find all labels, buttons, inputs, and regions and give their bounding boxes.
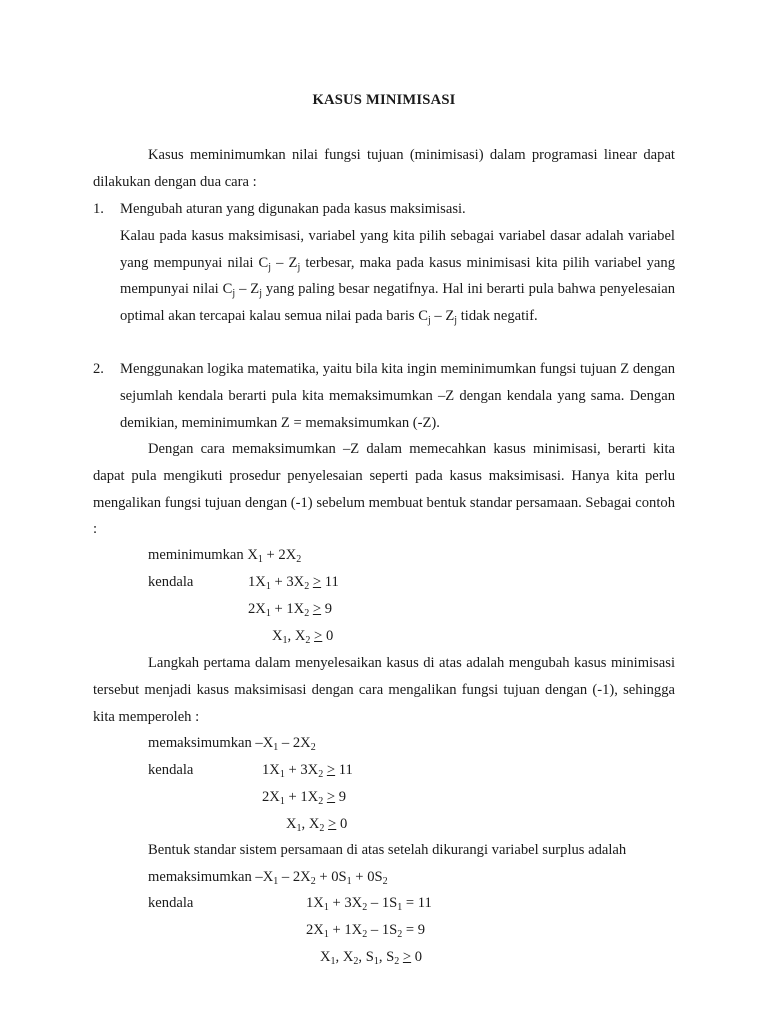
list-heading: Mengubah aturan yang digunakan pada kasus maksimisasi. [120,201,466,217]
model1-constraint-3: $X_1$, $X_2 > 0$ [272,628,334,646]
paragraph-2: Dengan cara memaksimumkan –Z dalam memecahkan kasus minimisasi, berarti kita dapat pula mengikuti prosedur penyelesaian seperti pada kasus maksimisasi. Hanya kita perlu mengalikan fungsi tujuan dengan (-1) sebelum membuat bentuk standar persamaan. Sebagai contoh : [93,441,675,538]
model1-constraint-1: $1X_1 + 3X_2 > 11$ [248,574,339,592]
model3-constraint-3: $X_1$, $X_2$, $S_1$, $S_2 > 0$ [320,949,423,967]
model3-constraint-2: $2X_1 + 1X_2 - 1S_2 = 9$ [306,922,426,940]
model2-constraint-1: $1X_1 + 3X_2 > 11$ [262,762,353,780]
model1-constraint-2: $2X_1 + 1X_2 > 9$ [248,601,333,619]
model2-constraint-2: $2X_1 + 1X_2 > 9$ [262,789,347,807]
model3-constraint-label: kendala [148,895,194,911]
paragraph-3: Langkah pertama dalam menyelesaikan kasus di atas adalah mengubah kasus minimisasi tersebut menjadi kasus maksimisasi dengan cara mengalikan fungsi tujuan dengan (-1), sehingga kita memperoleh : [93,655,675,725]
list-number: 1. [93,201,104,217]
list-number: 2. [93,361,104,377]
model2-constraint-3: $X_1$, $X_2 > 0$ [286,816,348,834]
list-text: Menggunakan logika matematika, yaitu bila kita ingin meminimumkan fungsi tujuan Z dengan sejumlah kendala berarti pula kita memaksimumkan –Z dengan kendala yang sama. Dengan demikian, meminimumkan Z = memaksimumkan (-Z). [120,361,675,431]
model3-constraint-1: $1X_1 + 3X_2 - 1S_1 = 11$ [306,895,432,913]
page-title: KASUS MINIMISASI [312,92,456,108]
paragraph-4: Bentuk standar sistem persamaan di atas setelah dikurangi variabel surplus adalah [148,842,627,858]
list-item-1 [93,196,675,330]
list-text: Kalau pada kasus maksimisasi, variabel yang kita pilih sebagai variabel dasar adalah variabel yang mempunyai nilai $C_j - Z_j$ terbesar, maka pada kasus minimisasi kita pilih variabel yang mempunyai nilai $C_j - Z_j$ yang paling besar negatifnya. Hal ini berarti pula bahwa penyelesaian optimal akan tercapai kalau semua nilai pada baris $C_j - Z_j$ tidak negatif. [120,227,676,327]
model1-objective: meminimumkan $X_1 + 2X_2$ [148,547,302,565]
model1-constraint-label: kendala [148,574,194,590]
formula-text-index [0,1010,1,1011]
model2-constraint-label: kendala [148,762,194,778]
list-item-2 [93,356,675,436]
intro-paragraph: Kasus meminimumkan nilai fungsi tujuan (minimisasi) dalam programasi linear dapat dilakukan dengan dua cara : [93,147,675,190]
model2-objective: memaksimumkan $-X_1 - 2X_2$ [148,735,316,753]
model3-objective: memaksimumkan $-X_1 - 2X_2 + 0S_1 + 0S_2$ [148,869,388,887]
